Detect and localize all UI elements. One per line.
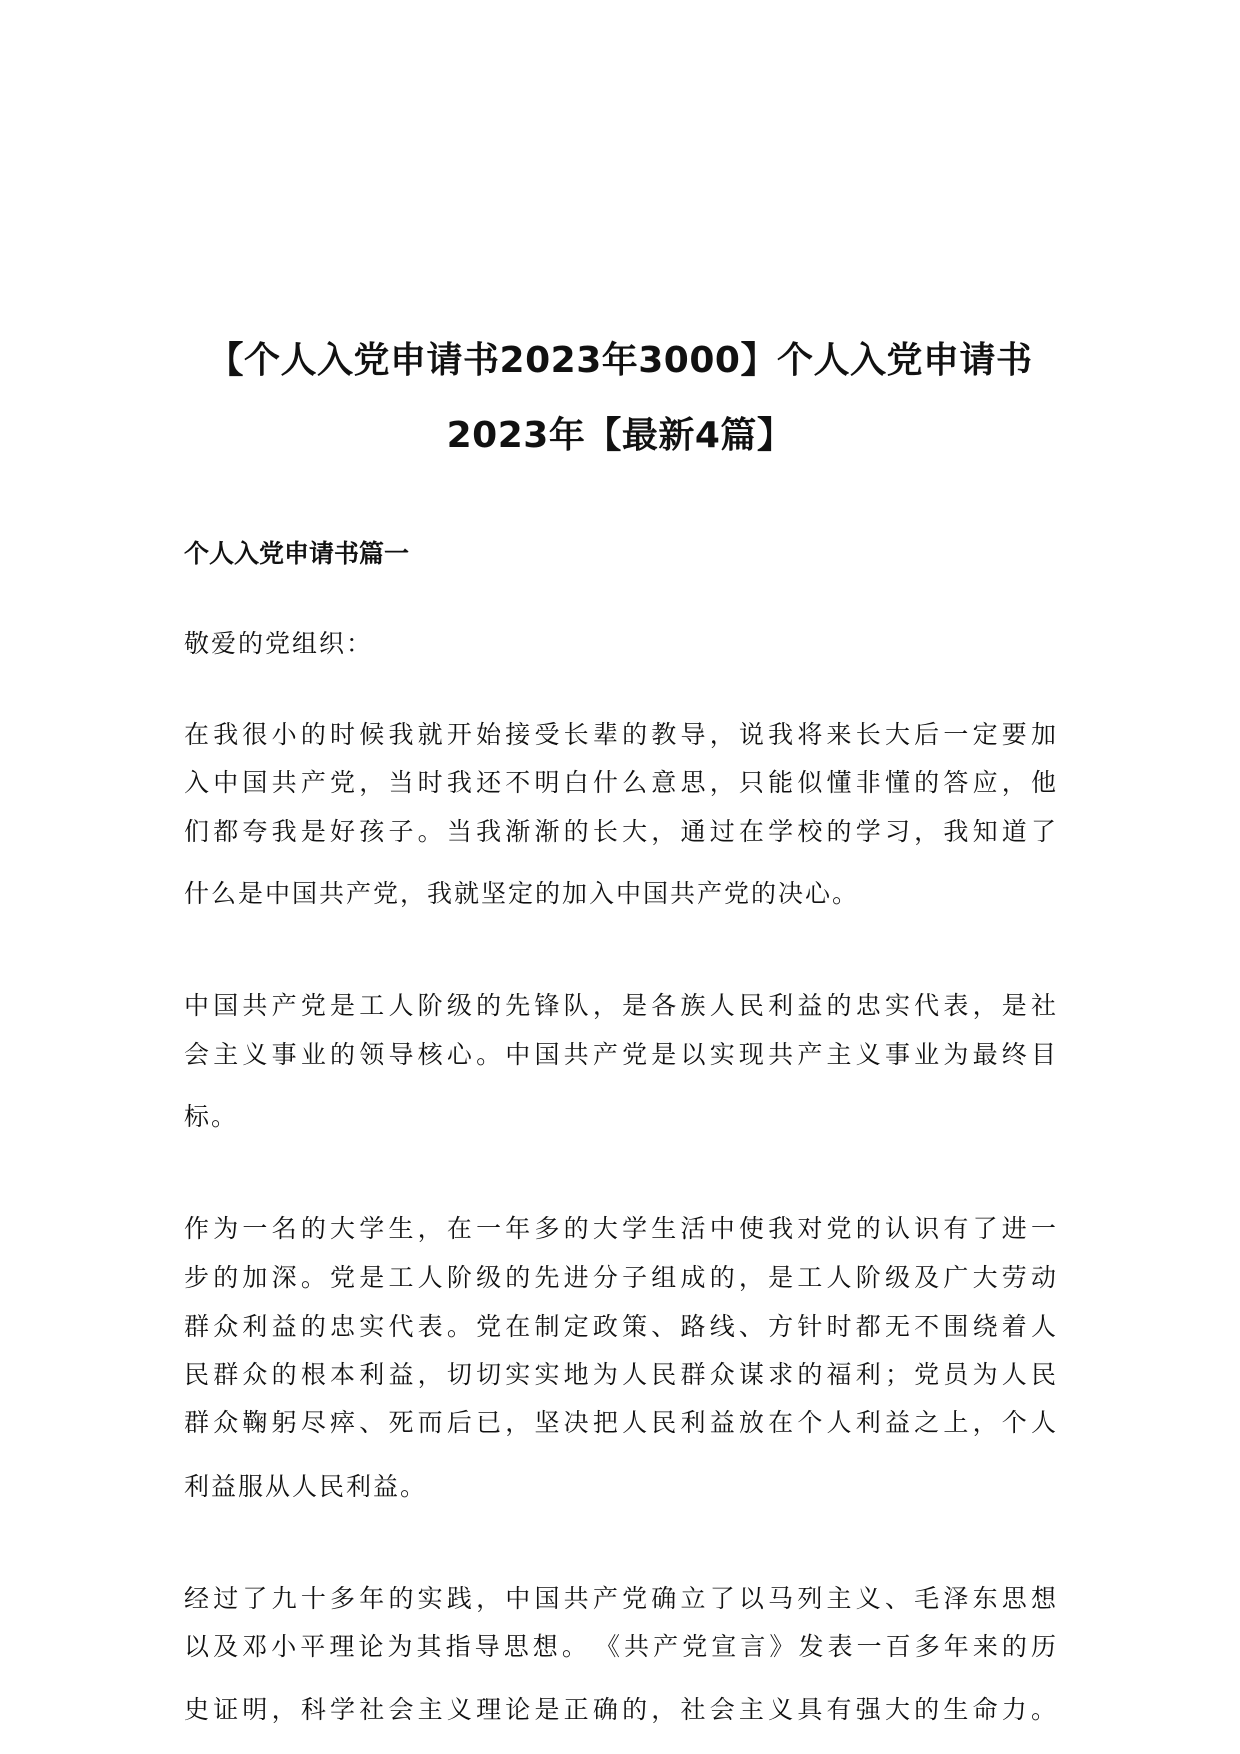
paragraph-3-line-4: 民群众的根本利益，切切实实地为人民群众谋求的福利；党员为人民 <box>184 1360 1058 1389</box>
paragraph-3-line-5: 群众鞠躬尽瘁、死而后已，坚决把人民利益放在个人利益之上，个人 <box>184 1408 1058 1437</box>
paragraph-1-line-4: 什么是中国共产党，我就坚定的加入中国共产党的决心。 <box>184 879 860 908</box>
paragraph-4-line-2: 以及邓小平理论为其指导思想。 《共产党宣言》发表一百多年来的历 <box>184 1632 1058 1661</box>
document-title-line-1: 【个人入党申请书2023年3000】个人入党申请书 <box>207 340 1033 381</box>
paragraph-2-line-1: 中国共产党是工人阶级的先锋队，是各族人民利益的忠实代表，是社 <box>184 991 1058 1020</box>
paragraph-1-line-1: 在我很小的时候我就开始接受长辈的教导，说我将来长大后一定要加 <box>184 720 1058 749</box>
paragraph-4-line-3: 史证明，科学社会主义理论是正确的，社会主义具有强大的生命力。 <box>184 1695 1058 1724</box>
paragraph-2-line-2: 会主义事业的领导核心。中国共产党是以实现共产主义事业为最终目 <box>184 1040 1058 1069</box>
paragraph-4-line-1: 经过了九十多年的实践，中国共产党确立了以马列主义、毛泽东思想 <box>184 1584 1058 1613</box>
paragraph-2-line-3: 标。 <box>184 1102 239 1131</box>
paragraph-3-line-3: 群众利益的忠实代表。党在制定政策、路线、方针时都无不围绕着人 <box>184 1312 1058 1341</box>
paragraph-3-line-6: 利益服从人民利益。 <box>184 1472 428 1501</box>
section-heading: 个人入党申请书篇一 <box>184 539 410 568</box>
paragraph-3-line-1: 作为一名的大学生，在一年多的大学生活中使我对党的认识有了进一 <box>184 1214 1058 1243</box>
paragraph-1-line-3: 们都夸我是好孩子。当我渐渐的长大，通过在学校的学习，我知道了 <box>184 817 1058 846</box>
document-title-line-2: 2023年【最新4篇】 <box>446 415 794 456</box>
paragraph-1-line-2: 入中国共产党，当时我还不明白什么意思，只能似懂非懂的答应，他 <box>184 768 1058 797</box>
paragraph-3-line-2: 步的加深。党是工人阶级的先进分子组成的，是工人阶级及广大劳动 <box>184 1263 1058 1292</box>
salutation: 敬爱的党组织： <box>184 629 374 658</box>
